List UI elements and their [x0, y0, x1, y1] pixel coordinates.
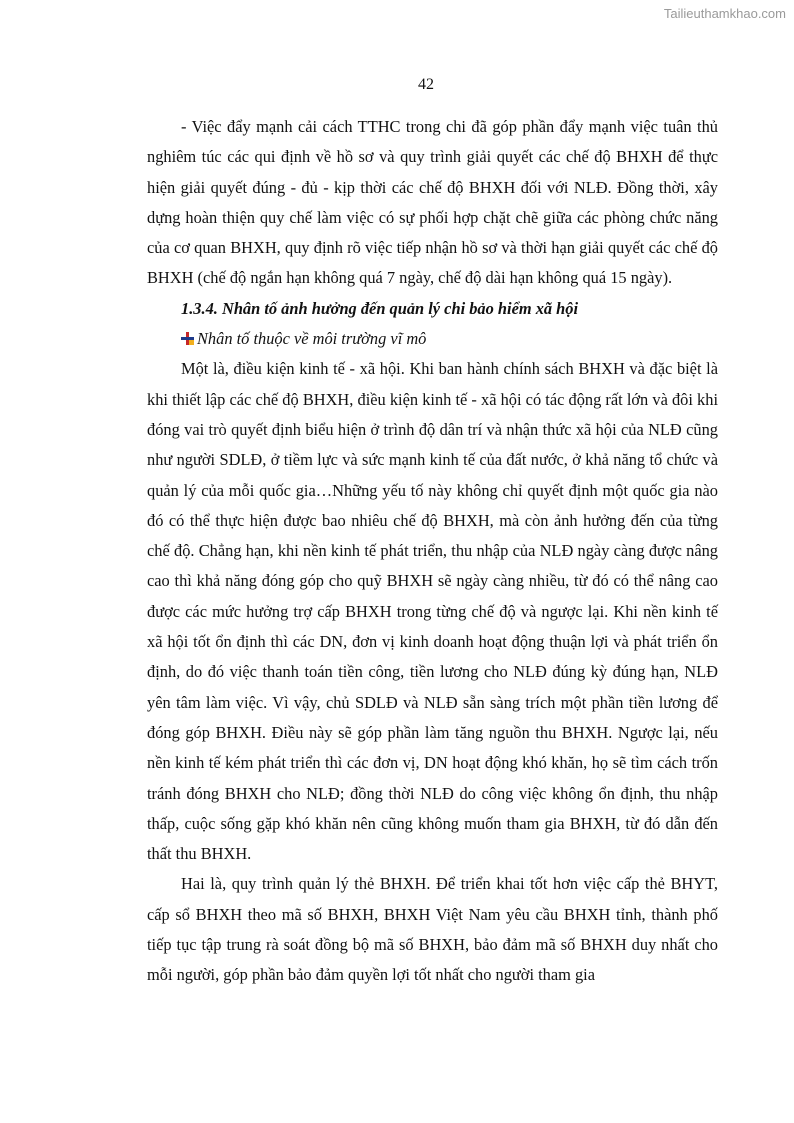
paragraph-kinh-te-xa-hoi: Một là, điều kiện kinh tế - xã hội. Khi ban hành chính sách BHXH và đặc biệt là khi thiết lập các chế độ BHXH, điều kiện kinh tế - xã hội có tác động rất lớn và đôi khi đóng vai trò quyết định biểu hiện ở trình độ dân trí và nhận thức xã hội của NLĐ cũng như người SDLĐ, ở tiềm lực và sức mạnh kinh tế của đất nước, ở khả năng tổ chức và quản lý của mỗi quốc gia…Những yếu tố này không chỉ quyết định một quốc gia nào đó có thể thực hiện được bao nhiêu chế độ BHXH, mà còn ảnh hưởng đến của từng chế độ. Chẳng hạn, khi nền kinh tế phát triển, thu nhập của NLĐ ngày càng được nâng cao thì khả năng đóng góp cho quỹ BHXH sẽ ngày càng nhiều, từ đó có thể nâng cao được các mức hưởng trợ cấp BHXH trong từng chế độ và ngược lại. Khi nền kinh tế xã hội tốt ổn định thì các DN, đơn vị kinh doanh hoạt động thuận lợi và phát triển ổn định, do đó việc thanh toán tiền công, tiền lương cho NLĐ đúng kỳ đúng hạn, NLĐ yên tâm làm việc. Vì vậy, chủ SDLĐ và NLĐ sẵn sàng trích một phần tiền lương để đóng góp BHXH. Điều này sẽ góp phần làm tăng nguồn thu BHXH. Ngược lại, nếu nền kinh tế kém phát triển thì các đơn vị, DN hoạt động khó khăn, họ sẽ tìm cách trốn tránh đóng BHXH cho NLĐ; đồng thời NLĐ do công việc không ổn định, thu nhập thấp, cuộc sống gặp khó khăn nên cũng không muốn tham gia BHXH, từ đó dẫn đến thất thu BHXH.	[147, 359, 718, 864]
watermark: Tailieuthamkhao.com	[663, 6, 786, 21]
page-number: 42	[418, 76, 434, 93]
paragraph-cai-cach-tthc: - Việc đẩy mạnh cải cách TTHC trong chi đã góp phần đẩy mạnh việc tuân thủ nghiêm túc các qui định về hồ sơ và quy trình giải quyết các chế độ BHXH để thực hiện giải quyết đúng - đủ - kịp thời các chế độ BHXH đối với NLĐ. Đồng thời, xây dựng hoàn thiện quy chế làm việc có sự phối hợp chặt chẽ giữa các phòng chức năng của cơ quan BHXH, quy định rõ việc tiếp nhận hồ sơ và thời hạn giải quyết các chế độ BHXH (chế độ ngắn hạn không quá 7 ngày, chế độ dài hạn không quá 15 ngày).	[147, 117, 718, 288]
bullet-icon	[181, 332, 194, 345]
subheading-text: Nhân tố thuộc về môi trường vĩ mô	[197, 329, 427, 349]
document-body	[147, 112, 718, 991]
subheading	[147, 324, 718, 354]
section-heading: 1.3.4. Nhân tố ảnh hưởng đến quản lý chi bảo hiểm xã hội	[181, 298, 579, 318]
paragraph-quan-ly-the: Hai là, quy trình quản lý thẻ BHXH. Để triển khai tốt hơn việc cấp thẻ BHYT, cấp sổ BHXH theo mã số BHXH, BHXH Việt Nam yêu cầu BHXH tỉnh, thành phố tiếp tục tập trung rà soát đồng bộ mã số BHXH, bảo đảm mã số BHXH duy nhất cho mỗi người, góp phần bảo đảm quyền lợi tốt nhất cho người tham gia	[147, 874, 718, 985]
